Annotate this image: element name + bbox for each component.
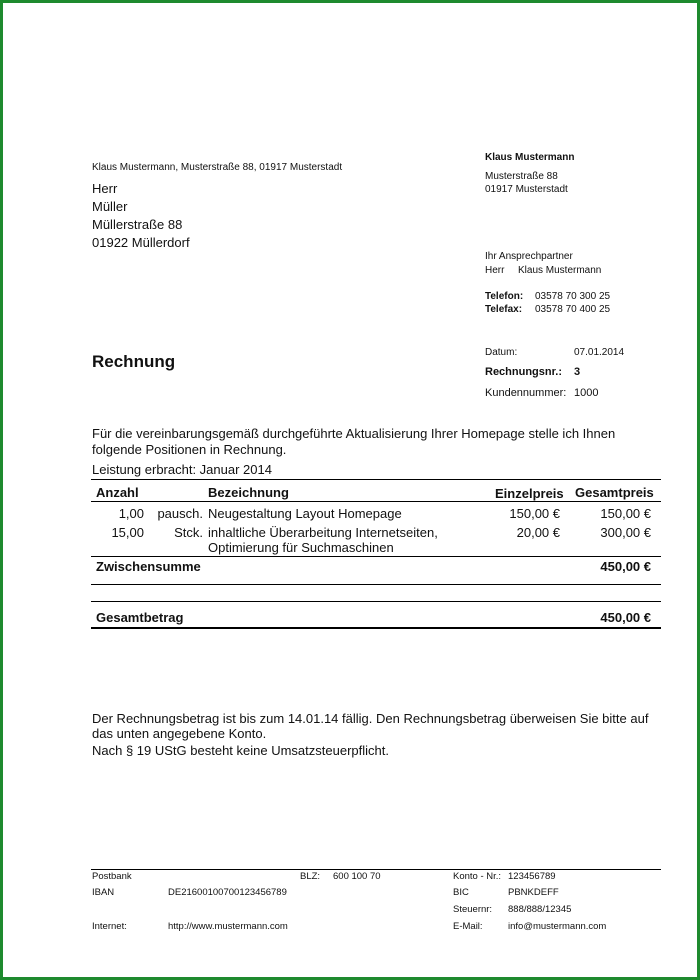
recipient-line: Müllerstraße 88 xyxy=(92,217,183,232)
header-qty: Anzahl xyxy=(96,485,139,500)
iban-label: IBAN xyxy=(92,887,115,898)
closing-line-2: das unten angegebene Konto. xyxy=(92,726,267,741)
closing-line-1: Der Rechnungsbetrag ist bis zum 14.01.14 fällig. Den Rechnungsbetrag überweisen Sie bitte auf xyxy=(92,711,649,726)
grand-total-label: Gesamtbetrag xyxy=(96,610,184,625)
row-description: Neugestaltung Layout Homepage xyxy=(208,506,402,521)
table-top-rule xyxy=(91,479,661,480)
bank-name: Postbank xyxy=(92,871,132,882)
row-unit: Stck. xyxy=(174,525,203,540)
row-unit-price: 20,00 € xyxy=(516,525,560,540)
service-period: Leistung erbracht: Januar 2014 xyxy=(92,462,272,477)
website-link[interactable]: http://www.mustermann.com xyxy=(168,921,288,932)
bic-label: BIC xyxy=(453,887,469,898)
bic-value: PBNKDEFF xyxy=(508,887,559,898)
closing-line-3: Nach § 19 UStG besteht keine Umsatzsteuerpflicht. xyxy=(92,743,389,758)
row-unit-price: 150,00 € xyxy=(509,506,560,521)
header-total: Gesamtpreis xyxy=(575,485,654,500)
contact-salutation: Herr xyxy=(485,265,505,276)
contact-name: Klaus Mustermann xyxy=(518,265,602,276)
tax-number-label: Steuernr: xyxy=(453,904,493,915)
row-qty: 1,00 xyxy=(118,506,144,521)
subtotal-rule xyxy=(91,584,661,585)
total-bottom-rule xyxy=(91,627,661,629)
row-qty: 15,00 xyxy=(111,525,144,540)
sender-street: Musterstraße 88 xyxy=(485,171,558,182)
recipient-line: 01922 Müllerdorf xyxy=(92,235,190,250)
konto-label: Konto - Nr.: xyxy=(453,871,502,882)
footer-rule xyxy=(91,869,661,870)
recipient-address xyxy=(92,180,190,252)
konto-value: 123456789 xyxy=(508,871,556,882)
invoice-number-label: Rechnungsnr.: xyxy=(485,366,563,378)
blz-value: 600 100 70 xyxy=(333,871,381,882)
fax-label: Telefax: xyxy=(485,304,523,315)
recipient-line: Müller xyxy=(92,199,128,214)
fax-value: 03578 70 400 25 xyxy=(535,304,611,315)
intro-line-2: folgende Positionen in Rechnung. xyxy=(92,442,287,457)
items-rule xyxy=(91,556,661,557)
tax-number-value: 888/888/12345 xyxy=(508,904,572,915)
date-value: 07.01.2014 xyxy=(574,347,625,358)
contact-heading: Ihr Ansprechpartner xyxy=(485,251,573,262)
intro-line-1: Für die vereinbarungsgemäß durchgeführte Aktualisierung Ihrer Homepage stelle ich Ihnen xyxy=(92,426,616,441)
row-total: 150,00 € xyxy=(600,506,651,521)
header-unit-price: Einzelpreis xyxy=(495,486,564,501)
subtotal-value: 450,00 € xyxy=(600,559,651,574)
recipient-line: Herr xyxy=(92,181,118,196)
row-total: 300,00 € xyxy=(600,525,651,540)
sender-return-line: Klaus Mustermann, Musterstraße 88, 01917 Musterstadt xyxy=(92,162,343,173)
customer-number-value: 1000 xyxy=(574,387,599,399)
header-description: Bezeichnung xyxy=(208,485,289,500)
subtotal-label: Zwischensumme xyxy=(96,559,201,574)
invoice-number-value: 3 xyxy=(574,366,581,378)
row-description: inhaltliche Überarbeitung Internetseiten, xyxy=(208,525,438,540)
document-title: Rechnung xyxy=(92,352,176,371)
row-unit: pausch. xyxy=(157,506,203,521)
row-description-cont: Optimierung für Suchmaschinen xyxy=(208,540,394,555)
total-top-rule xyxy=(91,601,661,602)
email-link[interactable]: info@mustermann.com xyxy=(508,921,607,932)
phone-value: 03578 70 300 25 xyxy=(535,291,611,302)
sender-city: 01917 Musterstadt xyxy=(485,184,568,195)
sender-name: Klaus Mustermann xyxy=(485,152,575,163)
header-rule xyxy=(91,501,661,502)
grand-total-value: 450,00 € xyxy=(600,610,651,625)
date-label: Datum: xyxy=(485,347,518,358)
email-label: E-Mail: xyxy=(453,921,483,932)
iban-value: DE21600100700123456789 xyxy=(168,887,287,898)
blz-label: BLZ: xyxy=(300,871,321,882)
internet-label: Internet: xyxy=(92,921,127,932)
customer-number-label: Kundennummer: xyxy=(485,387,567,399)
phone-label: Telefon: xyxy=(485,291,524,302)
